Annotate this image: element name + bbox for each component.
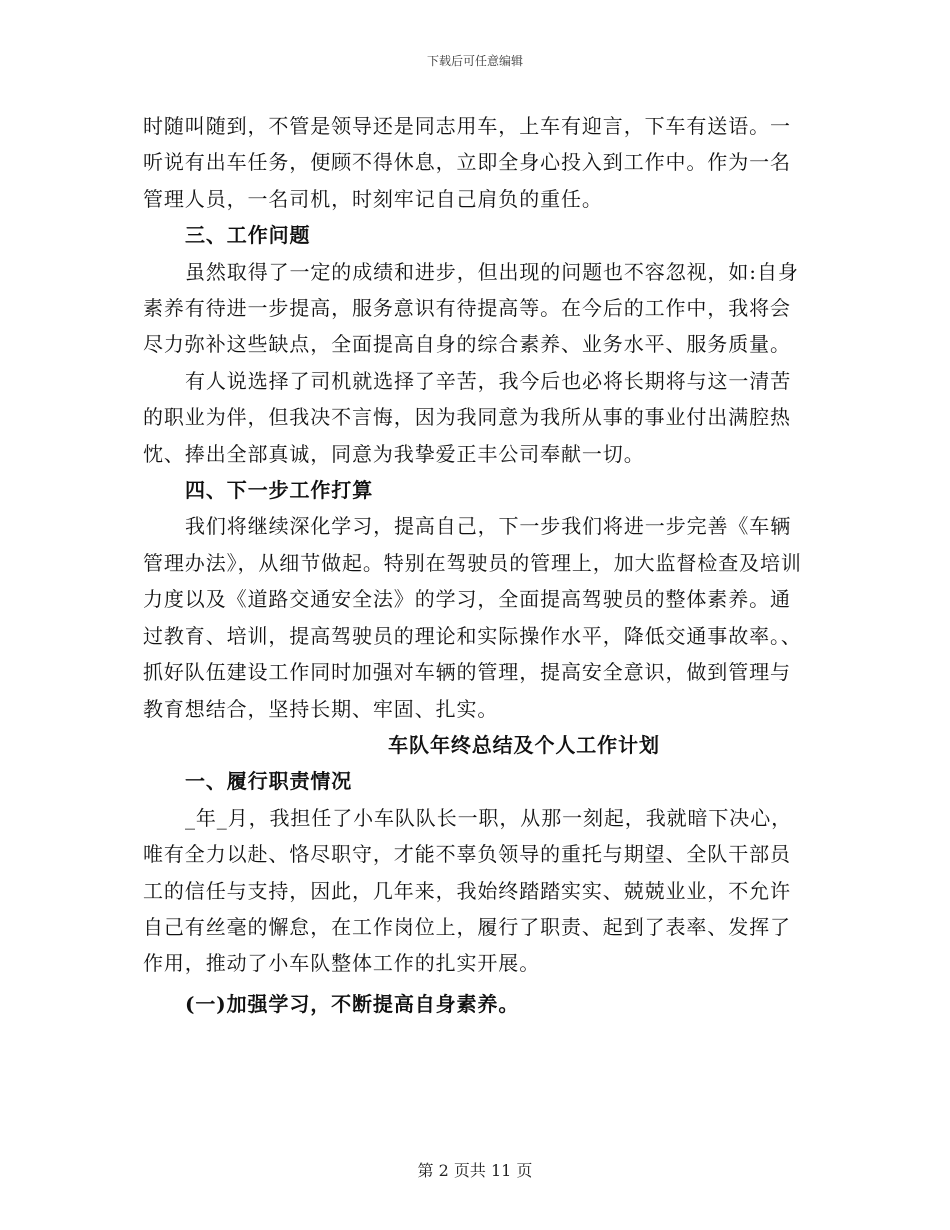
body-paragraph: 有人说选择了司机就选择了辛苦，我今后也必将长期将与这一清苦的职业为伴，但我决不言悔，因为我同意为我所从事的事业付出满腔热忱、捧出全部真诚，同意为我挚爱正丰公司奉献一切。 [143, 368, 792, 466]
body-paragraph: 我们将继续深化学习，提高自己，下一步我们将进一步完善《车辆管理办法》，从细节做起。特别在驾驶员的管理上，加大监督检查及培训力度以及《道路交通安全法》的学习，全面提高驾驶员的整体素养。通过教育、培训，提高驾驶员的理论和实际操作水平，降低交通事故率。、抓好队伍建设工作同时加强对车辆的管理，提高安全意识，做到管理与教育想结合，坚持长期、牢固、扎实。 [143, 514, 802, 721]
body-paragraph: 虽然取得了一定的成绩和进步，但出现的问题也不容忽视，如:自身素养有待进一步提高，服务意识有待提高等。在今后的工作中，我将会尽力弥补这些缺点，全面提高自身的综合素养、业务水平、服务质量。 [143, 259, 799, 357]
body-paragraph: 时随叫随到，不管是领导还是同志用车，上车有迎言，下车有送语。一听说有出车任务，便顾不得休息，立即全身心投入到工作中。作为一名管理人员，一名司机，时刻牢记自己肩负的重任。 [143, 114, 791, 211]
subsection-heading: (一)加强学习，不断提高自身素养。 [185, 991, 520, 1016]
document-body [143, 108, 807, 1022]
section-heading: 三、工作问题 [185, 223, 311, 248]
section-heading: 四、下一步工作打算 [185, 478, 374, 503]
section-heading: 一、履行职责情况 [185, 769, 353, 794]
page-header: 下载后可任意编辑 [426, 54, 523, 68]
page-footer: 第 2 页共 11 页 [417, 1161, 533, 1180]
document-title: 车队年终总结及个人工作计划 [388, 732, 660, 757]
body-paragraph: _年_月，我担任了小车队队长一职，从那一刻起，我就暗下决心，唯有全力以赴、恪尽职守，才能不辜负领导的重托与期望、全队干部员工的信任与支持，因此，几年来，我始终踏踏实实、兢兢业业，不允许自己有丝毫的懈怠，在工作岗位上，履行了职责、起到了表率、发挥了作用，推动了小车队整体工作的扎实开展。 [143, 805, 792, 976]
